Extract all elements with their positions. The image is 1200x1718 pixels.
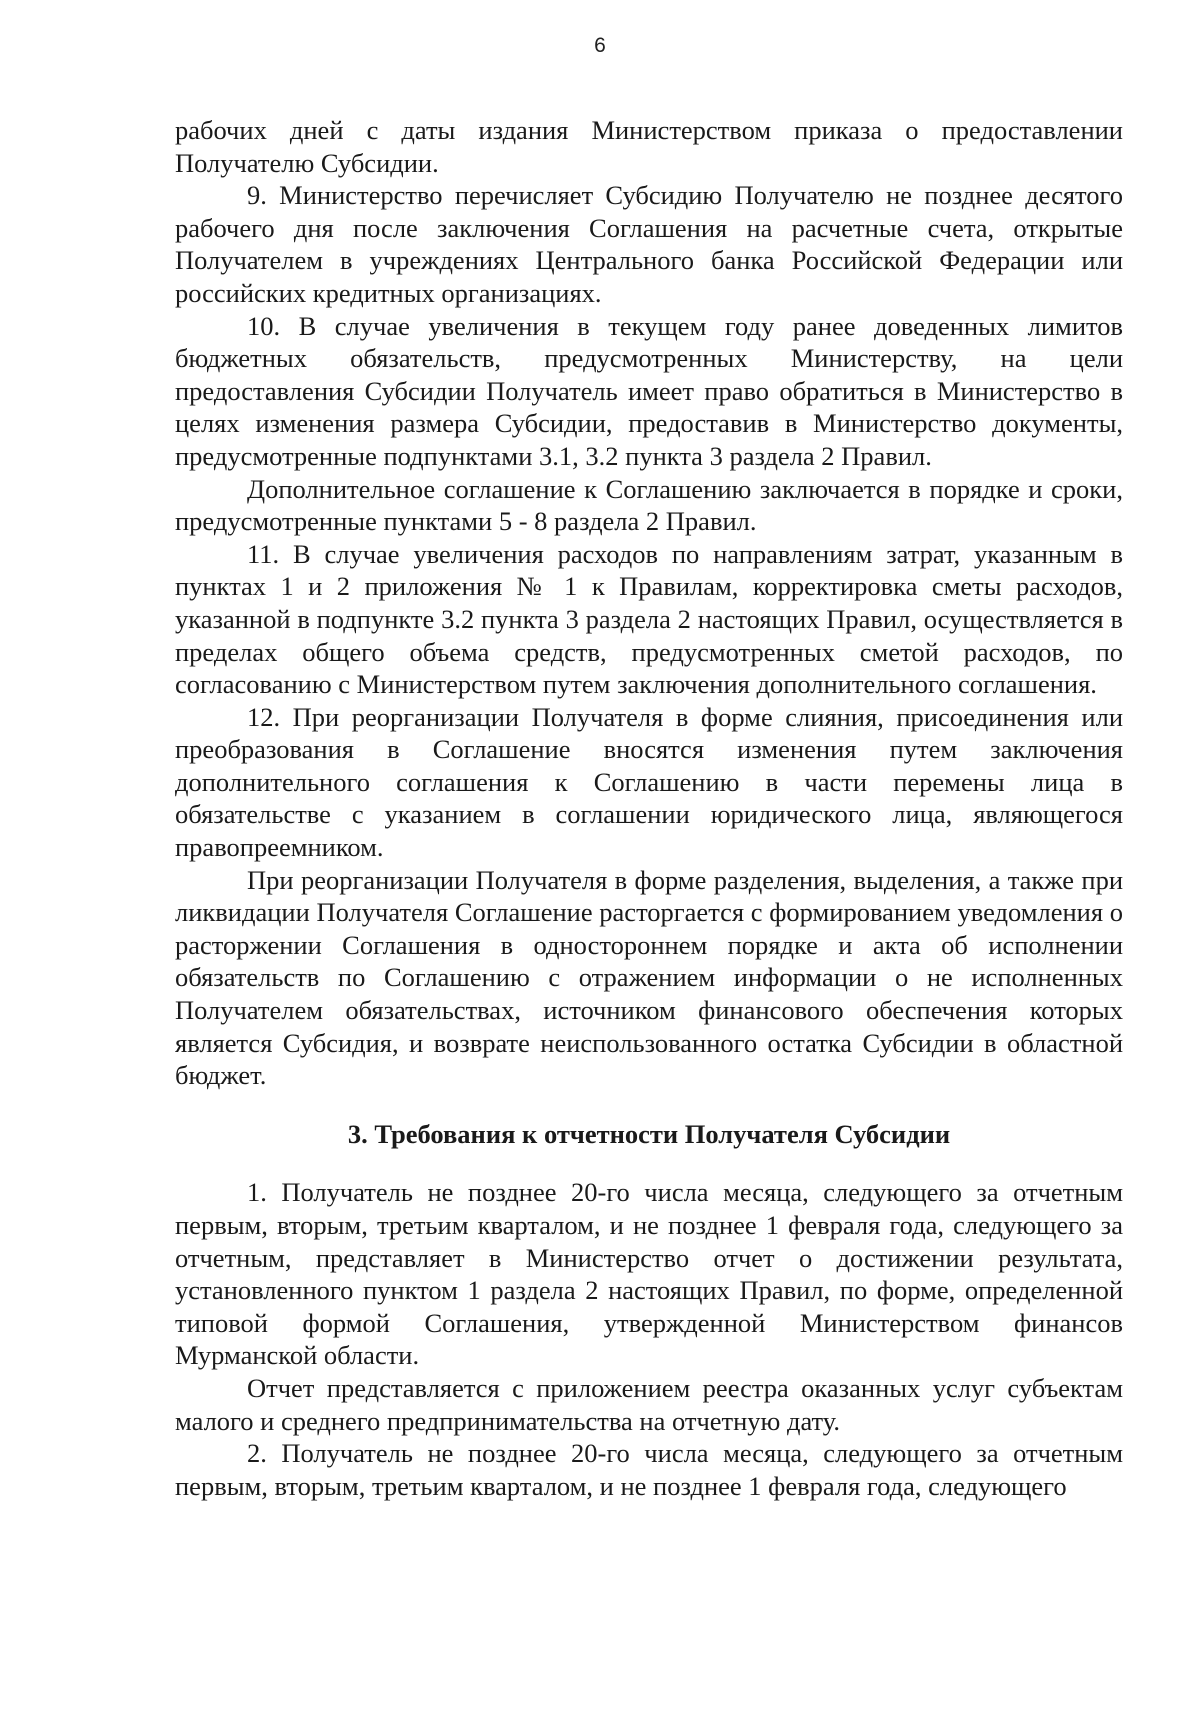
paragraph-continuation: рабочих дней с даты издания Министерством приказа о предоставлении Получателю Субсидии.	[175, 115, 1123, 178]
paragraph-report-2: 2. Получатель не позднее 20-го числа месяца, следующего за отчетным первым, вторым, третьим кварталом, и не позднее 1 февраля года, следующего	[175, 1438, 1123, 1501]
paragraph-report-1: 1. Получатель не позднее 20-го числа месяца, следующего за отчетным первым, вторым, третьим кварталом, и не позднее 1 февраля года, следующего за отчетным, представляет в Министерство отчет о достижении результата, установленного пунктом 1 раздела 2 настоящих Правил, по форме, определенной типовой формой Соглашения, утвержденной Министерством финансов Мурманской области.	[175, 1177, 1123, 1371]
paragraph-report-attachment: Отчет представляется с приложением реестра оказанных услуг субъектам малого и среднего предпринимательства на отчетную дату.	[175, 1372, 1123, 1436]
document-body	[175, 114, 1123, 1502]
page-number: 6	[594, 34, 606, 57]
paragraph-item-9: 9. Министерство перечисляет Субсидию Получателю не позднее десятого рабочего дня после заключения Соглашения на расчетные счета, открытые Получателем в учреждениях Центрального банка Российской Федерации или российских кредитных организациях.	[175, 180, 1123, 308]
paragraph-additional-agreement: Дополнительное соглашение к Соглашению заключается в порядке и сроки, предусмотренные пунктами 5 - 8 раздела 2 Правил.	[175, 473, 1123, 537]
paragraph-item-11: 11. В случае увеличения расходов по направлениям затрат, указанным в пунктах 1 и 2 приложения № 1 к Правилам, корректировка сметы расходов, указанной в подпункте 3.2 пункта 3 раздела 2 настоящих Правил, осуществляется в пределах общего объема средств, предусмотренных сметой расходов, по согласованию с Министерством путем заключения дополнительного соглашения.	[175, 538, 1123, 700]
paragraph-item-12: 12. При реорганизации Получателя в форме слияния, присоединения или преобразования в Соглашение вносятся изменения путем заключения дополнительного соглашения к Соглашению в части перемены лица в обязательстве с указанием в соглашении юридического лица, являющегося правопреемником.	[175, 701, 1123, 863]
section-title: 3. Требования к отчетности Получателя Субсидии	[347, 1118, 951, 1149]
paragraph-item-10: 10. В случае увеличения в текущем году ранее доведенных лимитов бюджетных обязательств, предусмотренных Министерству, на цели предоставления Субсидии Получатель имеет право обратиться в Министерство в целях изменения размера Субсидии, предоставив в Министерство документы, предусмотренные подпунктами 3.1, 3.2 пункта 3 раздела 2 Правил.	[175, 310, 1123, 471]
paragraph-reorganization: При реорганизации Получателя в форме разделения, выделения, а также при ликвидации Получателя Соглашение расторгается с формированием уведомления о расторжении Соглашения в одностороннем порядке и акта об исполнении обязательств по Соглашению с отражением информации о не исполненных Получателем обязательствах, источником финансового обеспечения которых является Субсидия, и возврате неиспользованного остатка Субсидии в областной бюджет.	[175, 864, 1123, 1091]
